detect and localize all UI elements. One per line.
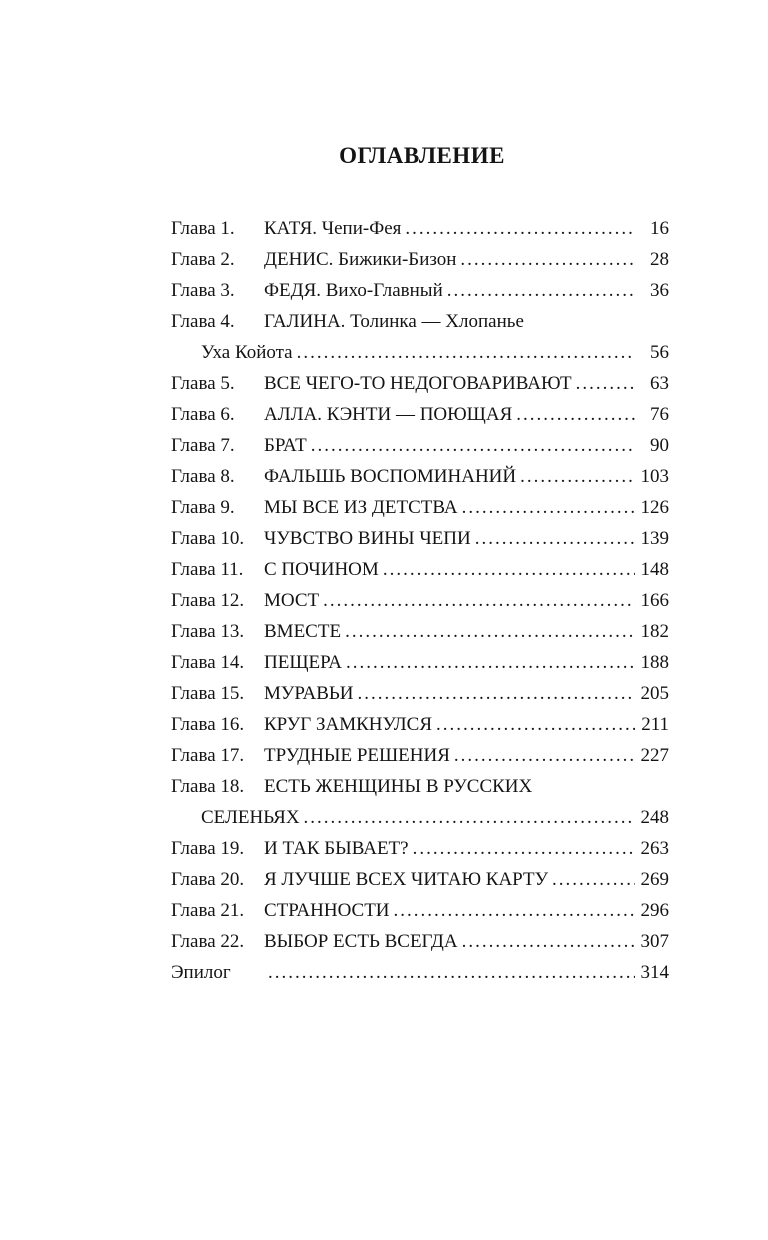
dot-leader <box>516 399 635 430</box>
chapter-label: Глава 5. <box>171 373 235 394</box>
page-title: ОГЛАВЛЕНИЕ <box>339 143 505 168</box>
page-number: 56 <box>650 342 669 363</box>
toc-entry <box>171 399 669 430</box>
page-number: 90 <box>650 435 669 456</box>
dot-leader <box>436 709 635 740</box>
dot-leader <box>460 244 635 275</box>
page-number: 263 <box>640 838 669 859</box>
toc-entry <box>171 554 669 585</box>
page-number: 182 <box>640 621 669 642</box>
toc-entry <box>171 709 669 740</box>
page-number: 166 <box>640 590 669 611</box>
toc-entry <box>171 461 669 492</box>
dot-leader <box>311 430 635 461</box>
chapter-title: ПЕЩЕРА <box>264 652 342 673</box>
chapter-label: Глава 13. <box>171 621 245 642</box>
chapter-title: ЕСТЬ ЖЕНЩИНЫ В РУССКИХ <box>264 776 533 797</box>
chapter-title: Я ЛУЧШЕ ВСЕХ ЧИТАЮ КАРТУ <box>264 869 549 890</box>
chapter-title: ГАЛИНА. Толинка — Хлопанье <box>264 311 524 332</box>
chapter-title: ВМЕСТЕ <box>264 621 342 642</box>
chapter-label: Глава 6. <box>171 404 235 425</box>
chapter-title: ФЕДЯ. Вихо-Главный <box>264 280 443 301</box>
chapter-title: ВСЕ ЧЕГО-ТО НЕДОГОВАРИВАЮТ <box>264 373 572 394</box>
table-of-contents <box>171 213 669 988</box>
chapter-title: МЫ ВСЕ ИЗ ДЕТСТВА <box>264 497 458 518</box>
chapter-title: МОСТ <box>264 590 320 611</box>
page-number: 139 <box>640 528 669 549</box>
chapter-title-continuation: Уха Койота <box>201 342 293 363</box>
chapter-label: Глава 7. <box>171 435 235 456</box>
page-number: 307 <box>640 931 669 952</box>
dot-leader <box>394 895 635 926</box>
chapter-label: Глава 2. <box>171 249 235 270</box>
chapter-label: Глава 8. <box>171 466 235 487</box>
chapter-label: Глава 12. <box>171 590 245 611</box>
toc-entry <box>171 957 669 988</box>
toc-entry <box>171 275 669 306</box>
page-number: 103 <box>640 466 669 487</box>
toc-entry <box>171 244 669 275</box>
dot-leader <box>405 213 635 244</box>
chapter-title-continuation: СЕЛЕНЬЯХ <box>201 807 300 828</box>
toc-entry <box>171 647 669 678</box>
chapter-title: ЧУВСТВО ВИНЫ ЧЕПИ <box>264 528 471 549</box>
toc-entry <box>171 430 669 461</box>
chapter-title: АЛЛА. КЭНТИ — ПОЮЩАЯ <box>264 404 513 425</box>
page-number: 314 <box>640 962 669 983</box>
dot-leader <box>454 740 635 771</box>
toc-entry <box>171 740 669 771</box>
dot-leader <box>323 585 635 616</box>
chapter-title: С ПОЧИНОМ <box>264 559 379 580</box>
toc-entry <box>171 213 669 244</box>
dot-leader <box>576 368 635 399</box>
chapter-label: Глава 21. <box>171 900 245 921</box>
page-number: 126 <box>640 497 669 518</box>
chapter-title: ВЫБОР ЕСТЬ ВСЕГДА <box>264 931 458 952</box>
chapter-label: Глава 10. <box>171 528 245 549</box>
chapter-title: ДЕНИС. Бижики-Бизон <box>264 249 457 270</box>
page-number: 211 <box>641 714 669 735</box>
chapter-title: ТРУДНЫЕ РЕШЕНИЯ <box>264 745 450 766</box>
dot-leader <box>447 275 635 306</box>
page-number: 16 <box>650 218 669 239</box>
toc-entry <box>171 585 669 616</box>
chapter-label: Глава 22. <box>171 931 245 952</box>
toc-entry <box>171 306 669 368</box>
chapter-label: Глава 11. <box>171 559 244 580</box>
chapter-label: Глава 9. <box>171 497 235 518</box>
dot-leader <box>358 678 635 709</box>
chapter-label: Глава 18. <box>171 776 245 797</box>
dot-leader <box>552 864 635 895</box>
toc-entry <box>171 771 669 833</box>
page-number: 76 <box>650 404 669 425</box>
dot-leader <box>383 554 635 585</box>
page-number: 36 <box>650 280 669 301</box>
chapter-title: ФАЛЬШЬ ВОСПОМИНАНИЙ <box>264 466 517 487</box>
chapter-label: Глава 16. <box>171 714 245 735</box>
page-number: 248 <box>640 807 669 828</box>
page-number: 63 <box>650 373 669 394</box>
dot-leader <box>268 957 635 988</box>
chapter-title: КРУГ ЗАМКНУЛСЯ <box>264 714 433 735</box>
toc-entry <box>171 523 669 554</box>
chapter-label: Глава 4. <box>171 311 235 332</box>
dot-leader <box>462 926 635 957</box>
page-number: 269 <box>640 869 669 890</box>
chapter-label: Глава 14. <box>171 652 245 673</box>
toc-entry <box>171 616 669 647</box>
page-number: 205 <box>640 683 669 704</box>
toc-entry <box>171 368 669 399</box>
dot-leader <box>520 461 635 492</box>
toc-entry <box>171 864 669 895</box>
toc-entry <box>171 833 669 864</box>
toc-entry <box>171 926 669 957</box>
dot-leader <box>462 492 635 523</box>
dot-leader <box>345 616 635 647</box>
chapter-label: Глава 17. <box>171 745 245 766</box>
chapter-title: БРАТ <box>264 435 307 456</box>
chapter-label: Глава 19. <box>171 838 245 859</box>
chapter-label: Глава 1. <box>171 218 235 239</box>
dot-leader <box>304 802 635 833</box>
chapter-title: СТРАННОСТИ <box>264 900 390 921</box>
page-number: 148 <box>640 559 669 580</box>
dot-leader <box>413 833 635 864</box>
toc-entry <box>171 678 669 709</box>
page-number: 227 <box>640 745 669 766</box>
dot-leader <box>297 337 635 368</box>
toc-entry <box>171 492 669 523</box>
toc-entry <box>171 895 669 926</box>
chapter-title: МУРАВЬИ <box>264 683 354 704</box>
page-number: 188 <box>640 652 669 673</box>
page-number: 296 <box>640 900 669 921</box>
chapter-title: КАТЯ. Чепи-Фея <box>264 218 402 239</box>
chapter-label: Глава 3. <box>171 280 235 301</box>
dot-leader <box>475 523 635 554</box>
chapter-label: Эпилог <box>171 962 231 983</box>
chapter-title: И ТАК БЫВАЕТ? <box>264 838 409 859</box>
dot-leader <box>346 647 635 678</box>
chapter-label: Глава 15. <box>171 683 245 704</box>
chapter-label: Глава 20. <box>171 869 245 890</box>
page-number: 28 <box>650 249 669 270</box>
